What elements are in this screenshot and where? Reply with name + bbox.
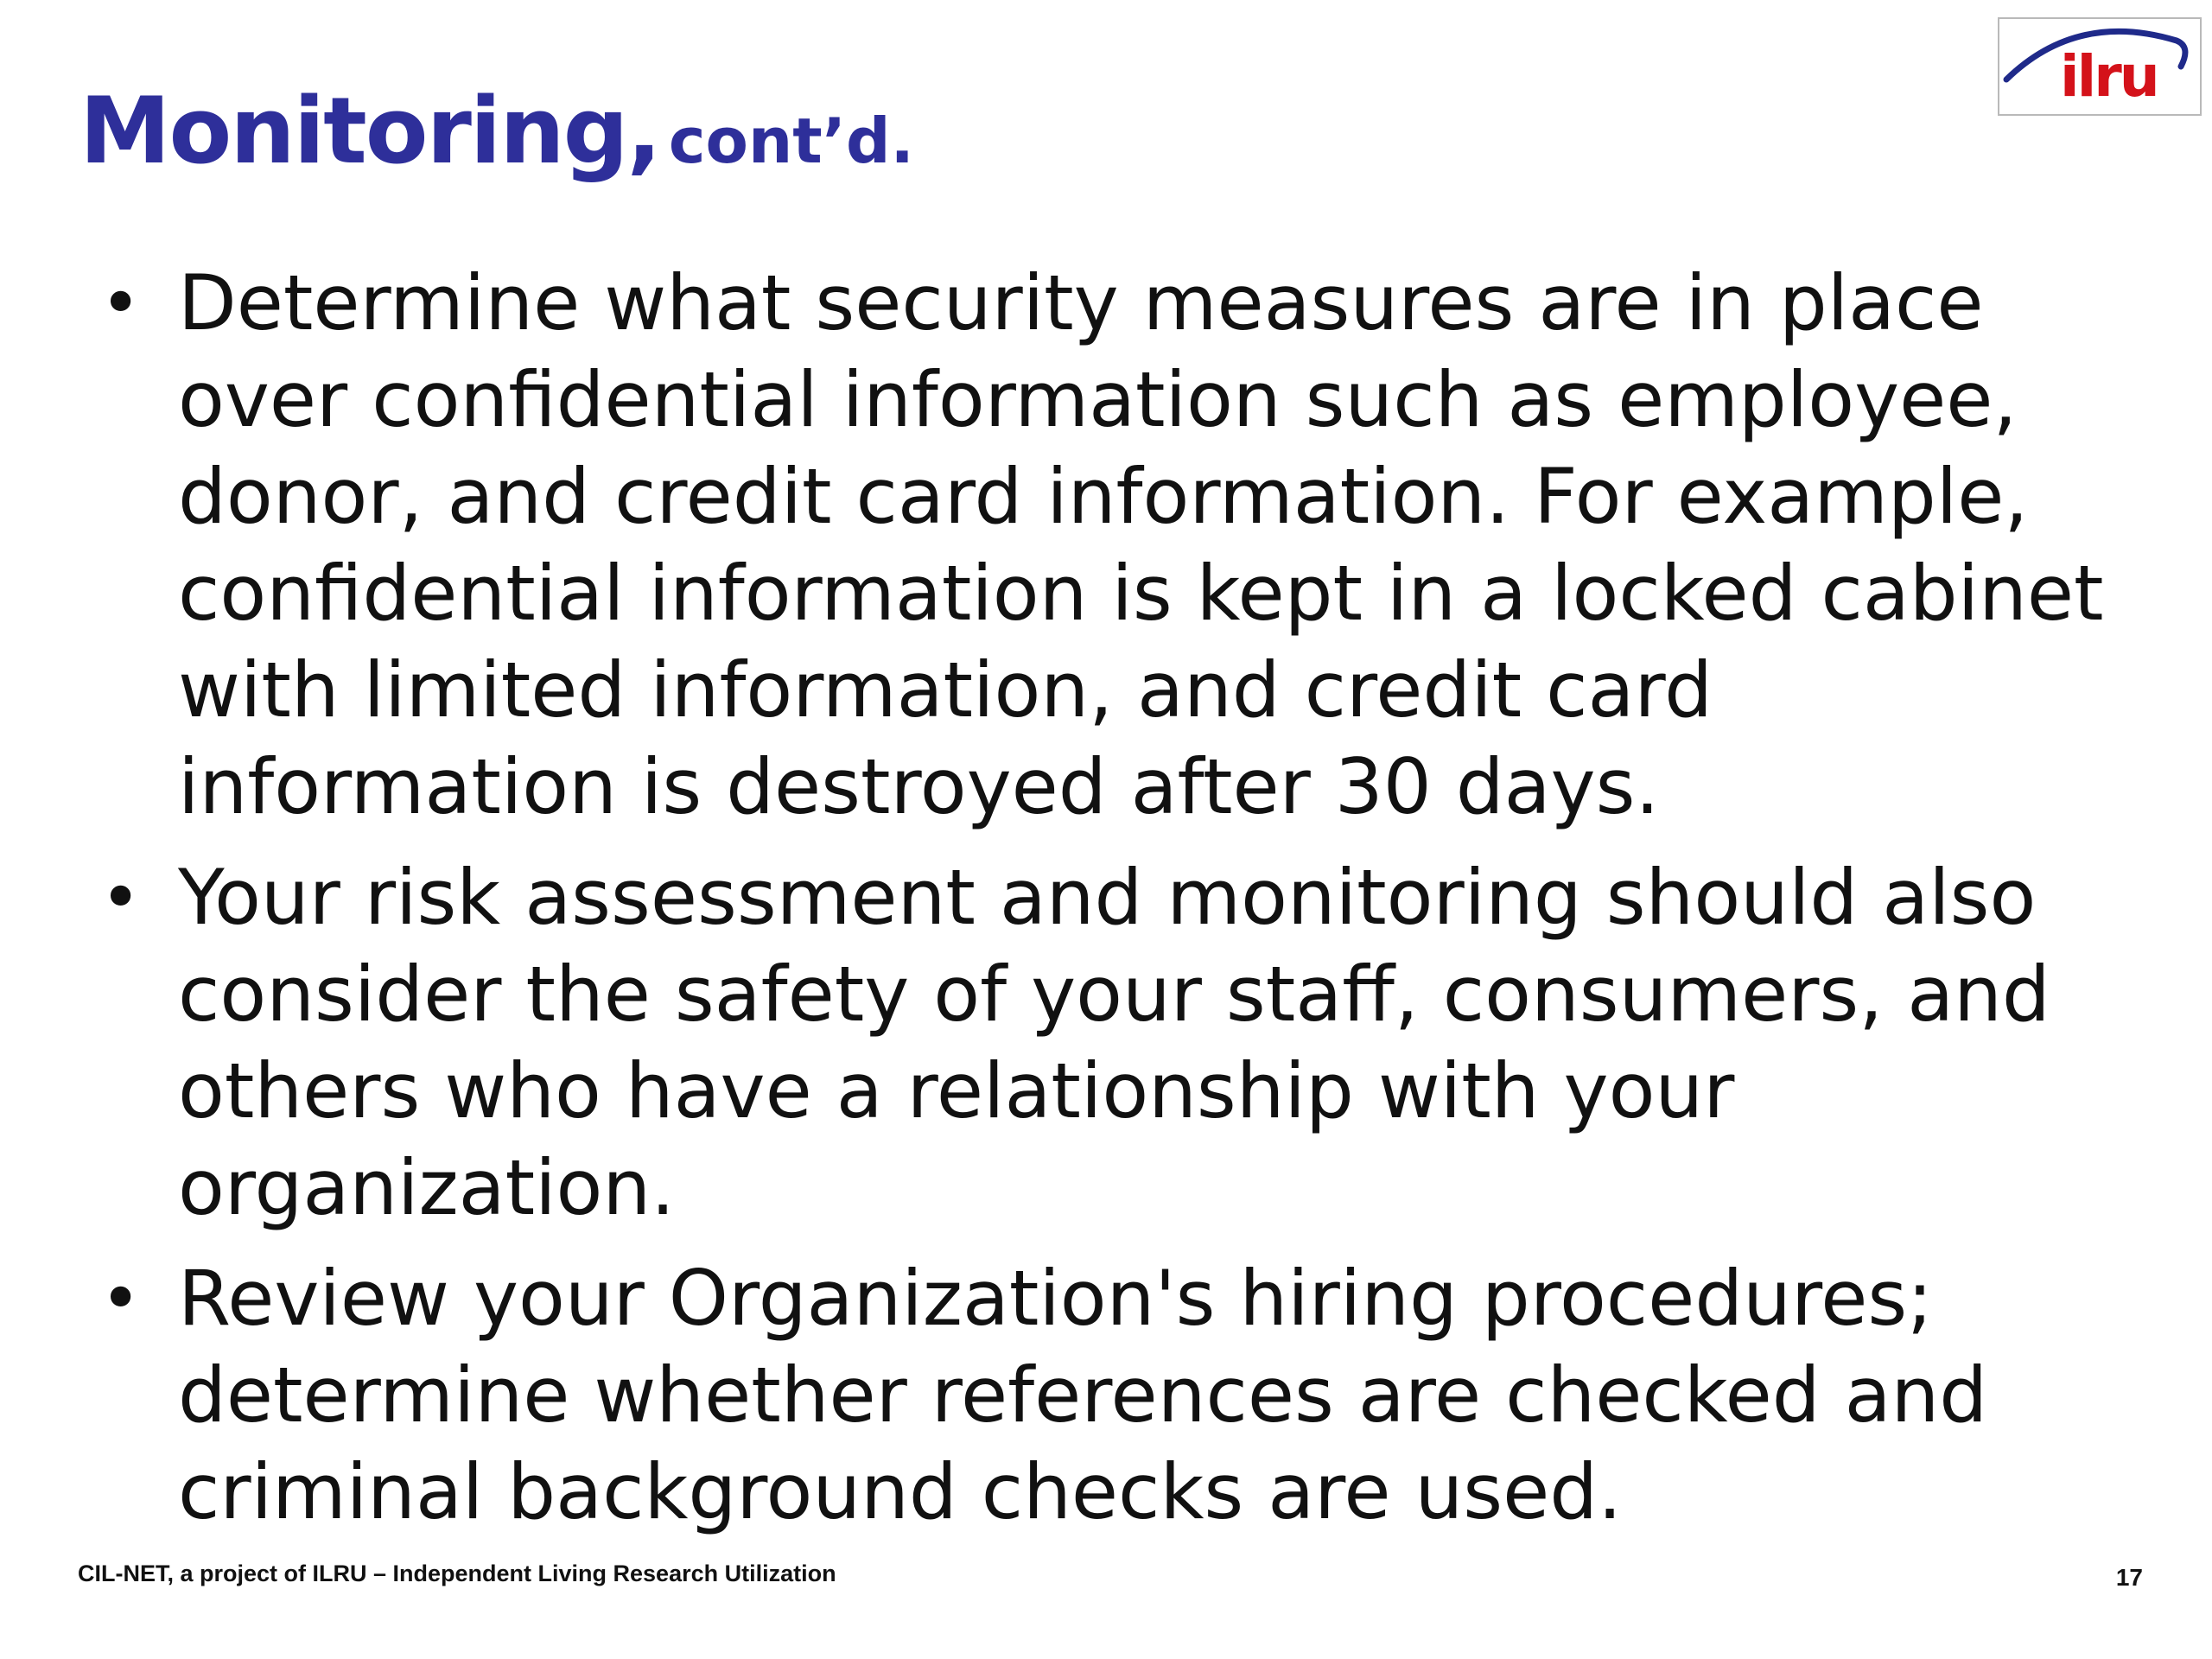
footer-credit: CIL-NET, a project of ILRU – Independent Living Research Utilization <box>78 1560 836 1586</box>
bullet-text: Your risk assessment and monitoring should also consider the safety of your staff, consumers, and others who have a relationship with your organization. <box>178 853 2050 1232</box>
ilru-logo <box>1998 17 2202 116</box>
bullet-dot-icon: • <box>100 1258 142 1338</box>
page-number: 17 <box>2115 1564 2143 1591</box>
bullet-dot-icon: • <box>100 857 142 938</box>
slide-title <box>79 78 914 184</box>
title-main: Monitoring, <box>79 78 660 184</box>
bullet-item-risk-assessment <box>95 849 2134 1236</box>
bullet-item-security <box>95 255 2134 836</box>
logo-text: ilru <box>2060 43 2158 110</box>
bullet-text: Determine what security measures are in place over confidential information such as employee, donor, and credit card information. For example, confidential information is kept in a locked cabinet with limited information, and credit card information is destroyed after 30 days. <box>178 258 2104 831</box>
bullet-text: Review your Organization's hiring procedures; determine whether references are checked and criminal background checks are used. <box>178 1254 1988 1536</box>
bullet-dot-icon: • <box>100 263 142 343</box>
bullet-list <box>95 255 2134 1554</box>
title-subtitle: cont’d. <box>668 105 914 177</box>
bullet-item-hiring <box>95 1250 2134 1541</box>
